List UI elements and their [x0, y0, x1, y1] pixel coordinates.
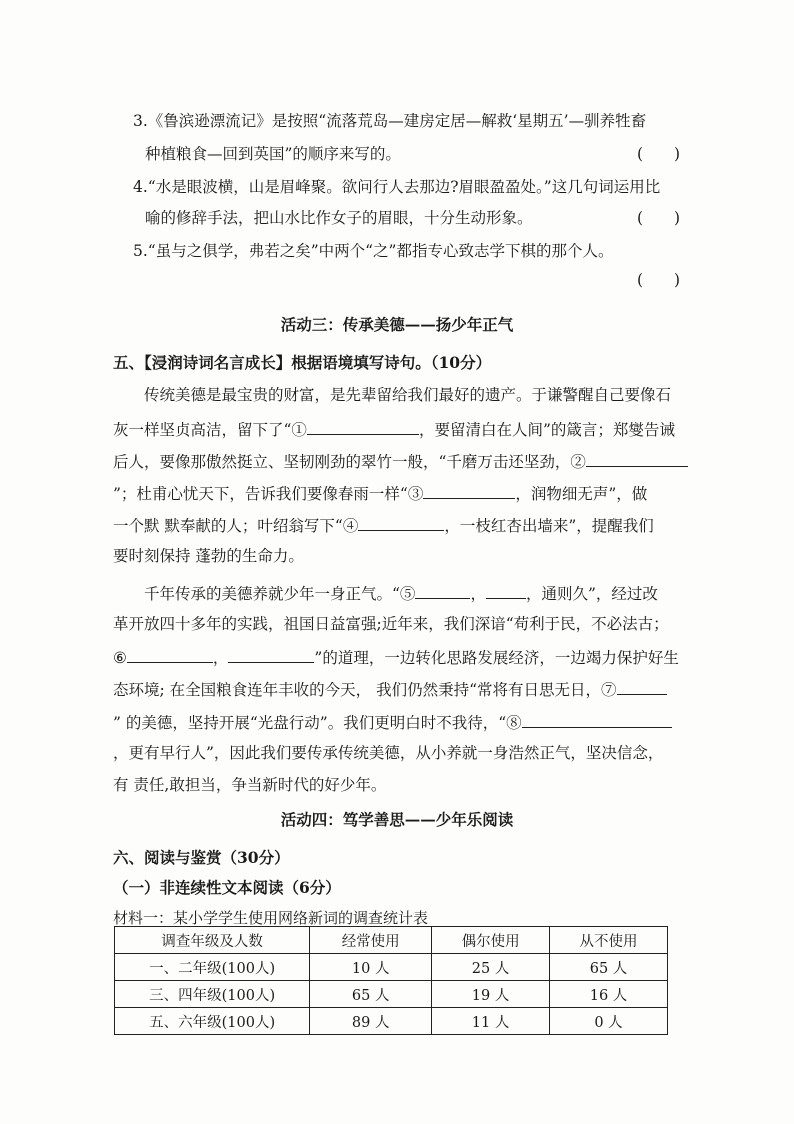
judge-item-5-line1: 5.“虽与之俱学，弗若之矣”中两个“之”都指专心致志学下棋的那个人。: [133, 242, 614, 260]
table-row: [115, 981, 668, 1008]
section5-p1-line6: 要时刻保持 蓬勃的生命力。: [113, 547, 304, 565]
table-cell: 五、六年级(100人): [115, 1008, 310, 1035]
judge-item-5-answer-paren[interactable]: ( ): [637, 271, 681, 289]
blank-4[interactable]: [358, 514, 444, 531]
table-row: [115, 1008, 668, 1035]
table-header-cell: 偶尔使用: [432, 927, 550, 954]
blank-5a[interactable]: [415, 582, 470, 599]
judge-item-3-answer-paren[interactable]: ( ): [637, 145, 681, 163]
table-header-cell: 经常使用: [310, 927, 432, 954]
blank-7[interactable]: [617, 678, 667, 695]
section6-sub1: （一）非连续性文本阅读（6分）: [113, 878, 341, 897]
survey-table: [114, 926, 668, 1035]
table-cell: 65 人: [550, 954, 668, 981]
text-seg: ，要留清白在人间”的箴言；郑燮告诫: [418, 421, 675, 439]
table-cell: 10 人: [310, 954, 432, 981]
judge-item-4-answer-paren[interactable]: ( ): [637, 209, 681, 227]
text-seg: ，: [212, 649, 229, 667]
text-seg: ”的道理，一边转化思路发展经济，一边竭力保护好生: [314, 649, 679, 667]
section5-p2-line1: [144, 582, 658, 604]
section5-p1-line1: 传统美德是最宝贵的财富，是先辈留给我们最好的遗产。于谦警醒自己要像石: [144, 386, 672, 404]
blank-1[interactable]: [307, 418, 419, 435]
text-seg: ，通则久”，经过改: [525, 585, 658, 603]
blank-6b[interactable]: [228, 646, 314, 663]
text-seg: ，润物细无声”，做: [515, 485, 648, 503]
text-seg: 千年传承的美德养就少年一身正气。“⑤: [144, 585, 416, 603]
table-cell: 19 人: [432, 981, 550, 1008]
section5-p2-line7: 有 责任,敢担当，争当新时代的好少年。: [113, 776, 387, 794]
table-cell: 25 人: [432, 954, 550, 981]
text-seg: ，: [470, 585, 486, 603]
section5-p1-line3: [113, 450, 688, 472]
text-seg: 后人，要像那傲然挺立、坚韧刚劲的翠竹一般，“千磨万击还坚劲，②: [113, 453, 586, 471]
judge-item-3-line2: 种植粮食—回到英国”的顺序来写的。: [145, 145, 401, 163]
table-header-row: [115, 927, 668, 954]
blank-2[interactable]: [586, 450, 688, 467]
table-header-cell: 从不使用: [550, 927, 668, 954]
section5-p2-line3: [113, 646, 679, 668]
text-seg: 一个默 默奉献的人；叶绍翁写下“④: [113, 517, 359, 535]
text-seg: ”；杜甫心忧天下，告诉我们要像春雨一样“③: [113, 485, 424, 503]
section5-p2-line2: 革开放四十多年的实践，祖国日益富强;近年来，我们深谙“苟利于民，不必法古；: [113, 615, 669, 633]
table-cell: 16 人: [550, 981, 668, 1008]
text-seg: 态环境; 在全国粮食连年丰收的今天， 我们仍然秉持“常将有日思无日，⑦: [113, 681, 617, 699]
blank-3[interactable]: [423, 482, 515, 499]
section5-p1-line5: [113, 514, 654, 536]
table-cell: 一、二年级(100人): [115, 954, 310, 981]
text-seg: ” 的美德，坚持开展“光盘行动”。我们更明白时不我待，“⑧: [113, 714, 522, 732]
blank-5b[interactable]: [486, 582, 526, 599]
section6-title: 六、阅读与鉴赏（30分）: [113, 848, 290, 867]
section5-p2-line5: [113, 711, 672, 733]
activity4-title: 活动四：笃学善思——少年乐阅读: [280, 810, 514, 829]
blank-8[interactable]: [522, 711, 672, 728]
text-seg: ⑥: [113, 649, 127, 667]
material1-caption: 材料一：某小学学生使用网络新词的调查统计表: [113, 909, 429, 927]
judge-item-4-line1: 4.“水是眼波横，山是眉峰聚。欲问行人去那边?眉眼盈盈处。”这几句词运用比: [133, 178, 661, 196]
text-seg: ，一枝红杏出墙来”，提醒我们: [444, 517, 654, 535]
text-seg: 灰一样坚贞高洁，留下了“①: [113, 421, 307, 439]
blank-6a[interactable]: [127, 646, 213, 663]
activity3-title: 活动三：传承美德——扬少年正气: [280, 315, 514, 334]
section5-p1-line4: [113, 482, 647, 504]
table-cell: 0 人: [550, 1008, 668, 1035]
table-cell: 89 人: [310, 1008, 432, 1035]
judge-item-3-line1: 3.《鲁滨逊漂流记》是按照“流落荒岛—建房定居—解救‘星期五’—驯养牲畜: [133, 112, 647, 130]
table-cell: 65 人: [310, 981, 432, 1008]
table-header-cell: 调查年级及人数: [115, 927, 310, 954]
section5-p1-line2: [113, 418, 675, 440]
judge-item-4-line2: 喻的修辞手法，把山水比作女子的眉眼，十分生动形象。: [145, 209, 533, 227]
table-cell: 三、四年级(100人): [115, 981, 310, 1008]
table-row: [115, 954, 668, 981]
section5-p2-line6: ，更有早行人”，因此我们要传承传统美德，从小养就一身浩然正气，坚决信念，: [113, 744, 664, 762]
table-cell: 11 人: [432, 1008, 550, 1035]
section5-p2-line4: [113, 678, 667, 700]
section5-title: 五、【浸润诗词名言成长】根据语境填写诗句。（10分）: [113, 353, 492, 372]
